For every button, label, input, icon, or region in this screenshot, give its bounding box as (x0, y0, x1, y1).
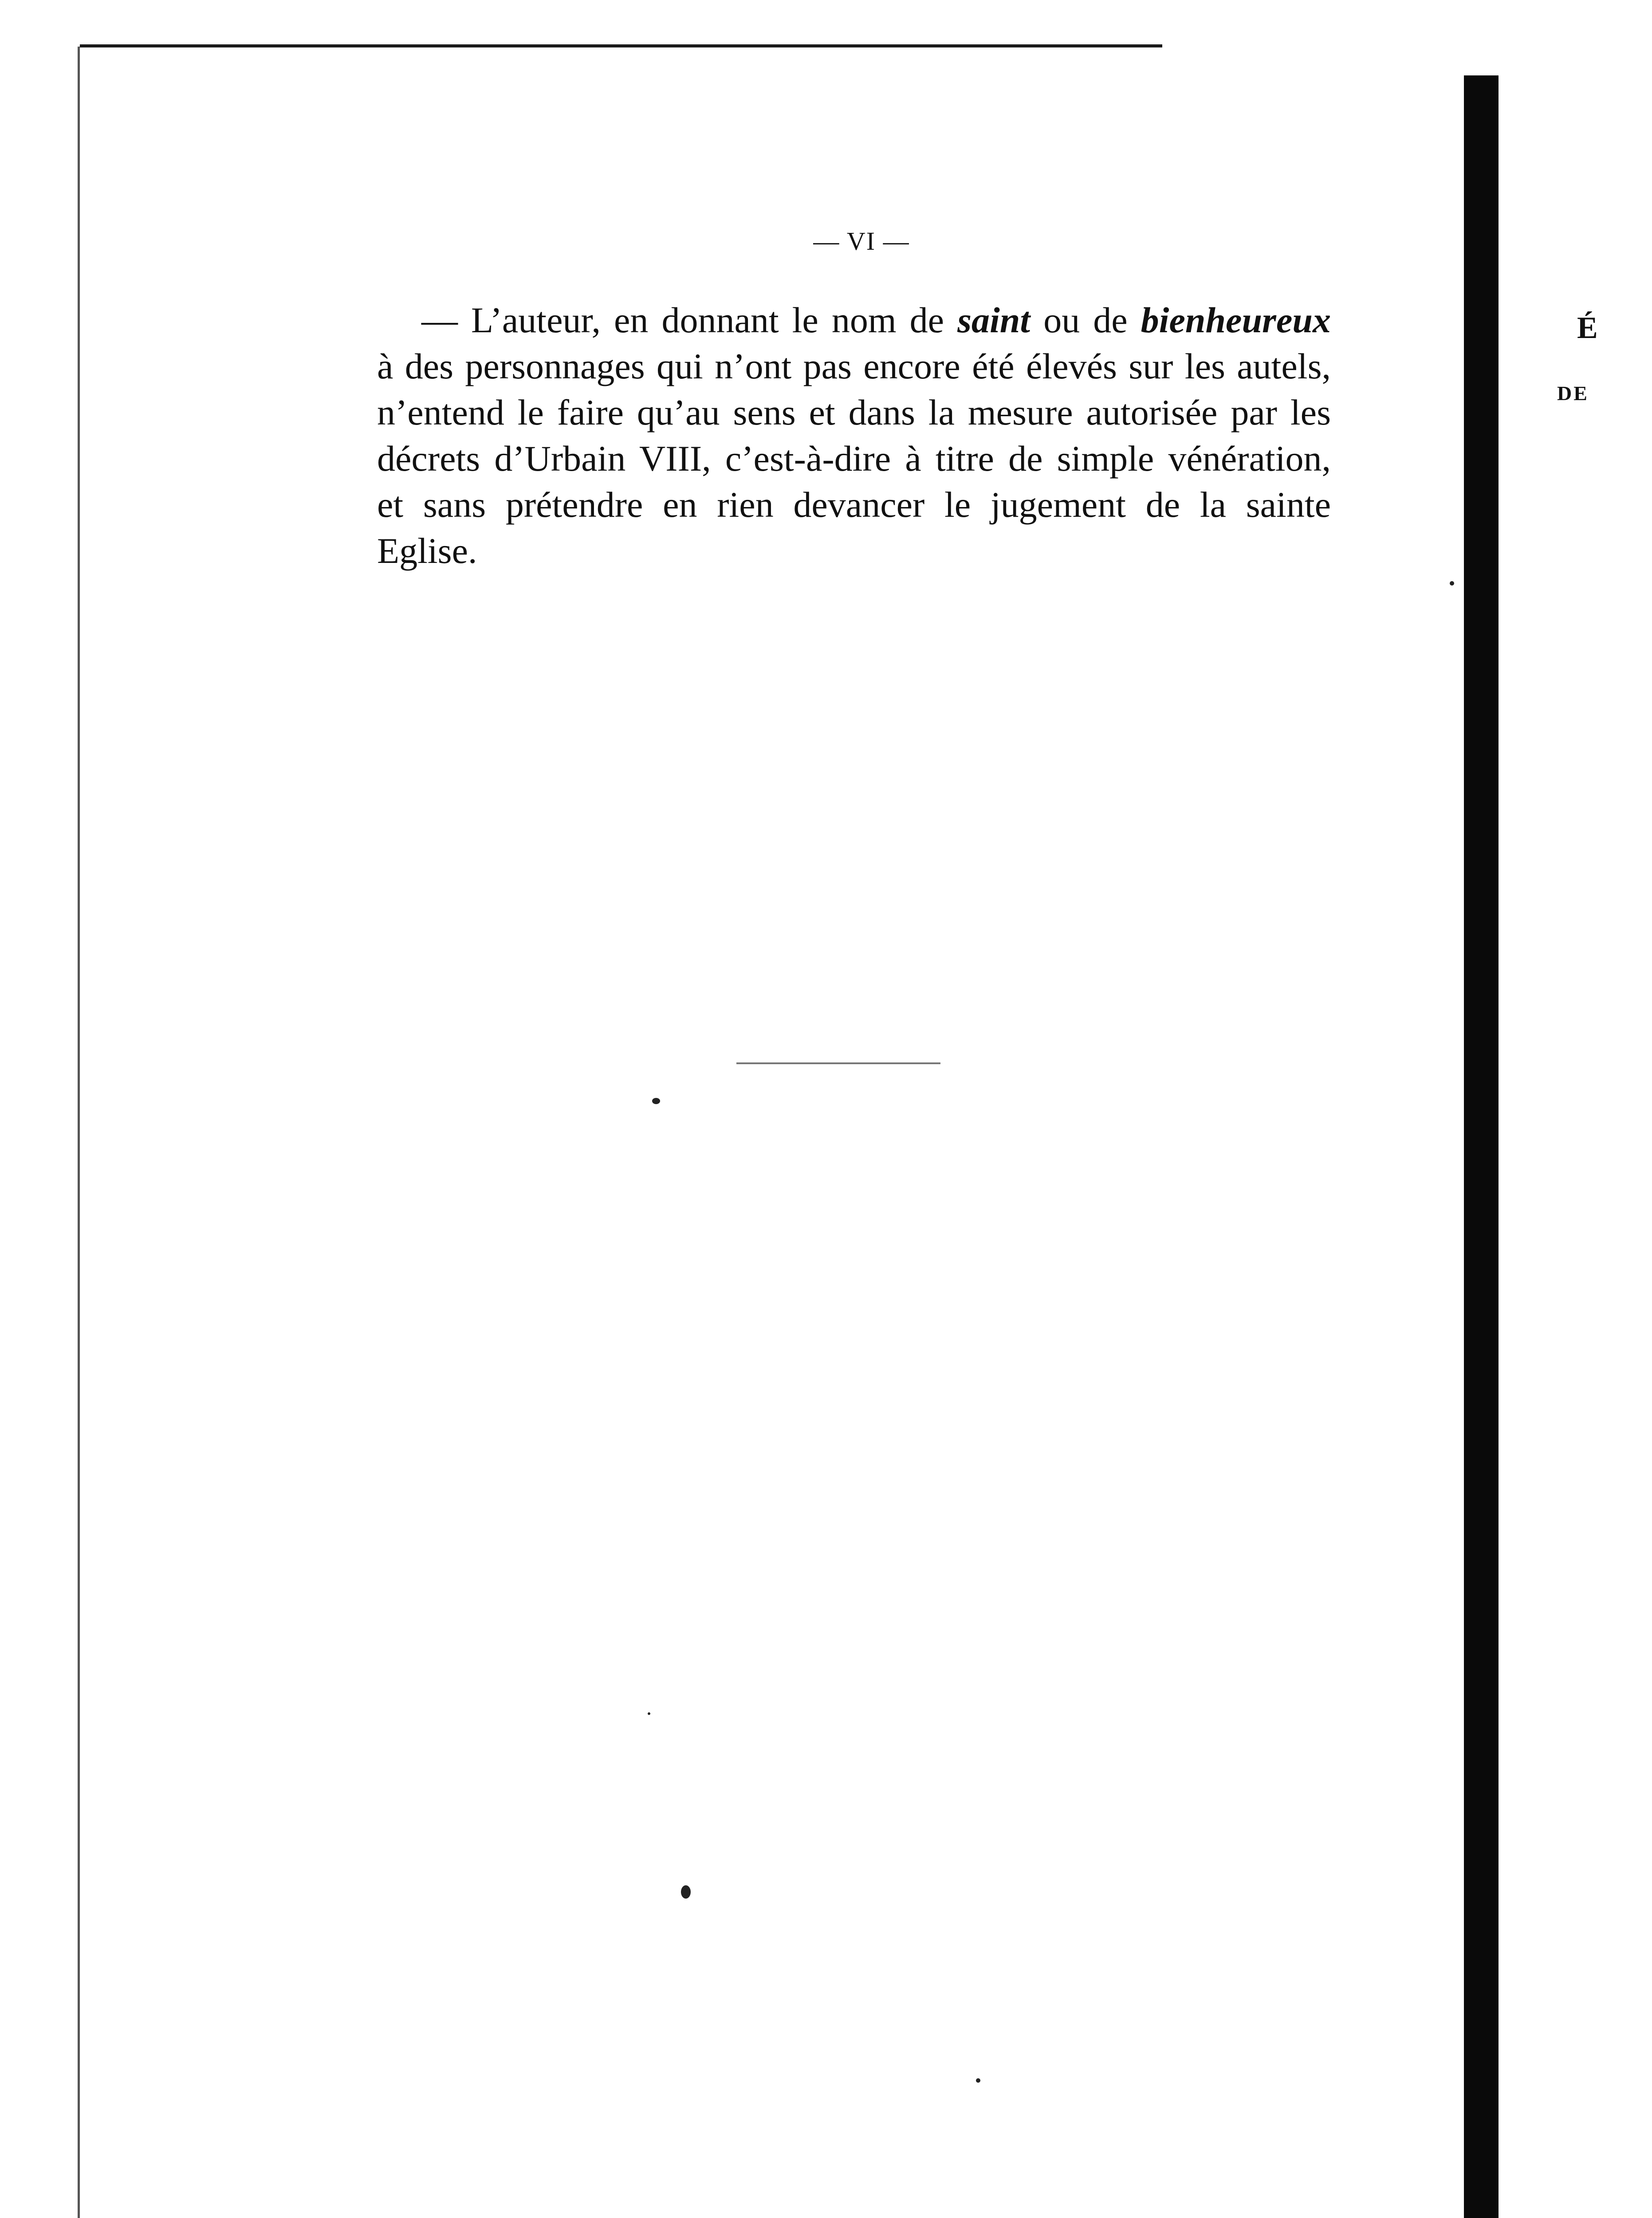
ink-speck (648, 1712, 650, 1715)
left-frame-line (78, 47, 80, 2218)
notice-line (377, 297, 1331, 343)
notice-line: à des personnages qui n’ont pas encore été élevés sur les autels, (377, 346, 1331, 386)
notice-line: Eglise. (377, 531, 477, 571)
ink-speck (652, 1098, 660, 1104)
binding-shadow-bar (1464, 75, 1499, 2218)
ink-speck (1450, 581, 1454, 586)
notice-emphasis-bienheureux: bienheureux (1141, 300, 1331, 340)
facing-page-letter: É (1577, 311, 1598, 345)
top-frame-line (80, 44, 1162, 47)
notice-text: ou de (1030, 300, 1141, 340)
ink-speck (976, 2078, 980, 2083)
notice-line: décrets d’Urbain VIII, c’est-à-dire à titre de simple vénération, (377, 438, 1331, 479)
author-notice-paragraph (377, 297, 1331, 574)
notice-line: n’entend le faire qu’au sens et dans la mesure autorisée par les (377, 392, 1331, 433)
separator-rule (736, 1062, 940, 1064)
notice-emphasis-saint: saint (957, 300, 1031, 340)
facing-page-word: DE (1557, 382, 1589, 405)
notice-line: et sans prétendre en rien devancer le jugement de la sainte (377, 484, 1331, 525)
ink-speck (681, 1885, 691, 1899)
page-number: — VI — (813, 227, 910, 256)
notice-text: — L’auteur, en donnant le nom de (421, 300, 958, 340)
